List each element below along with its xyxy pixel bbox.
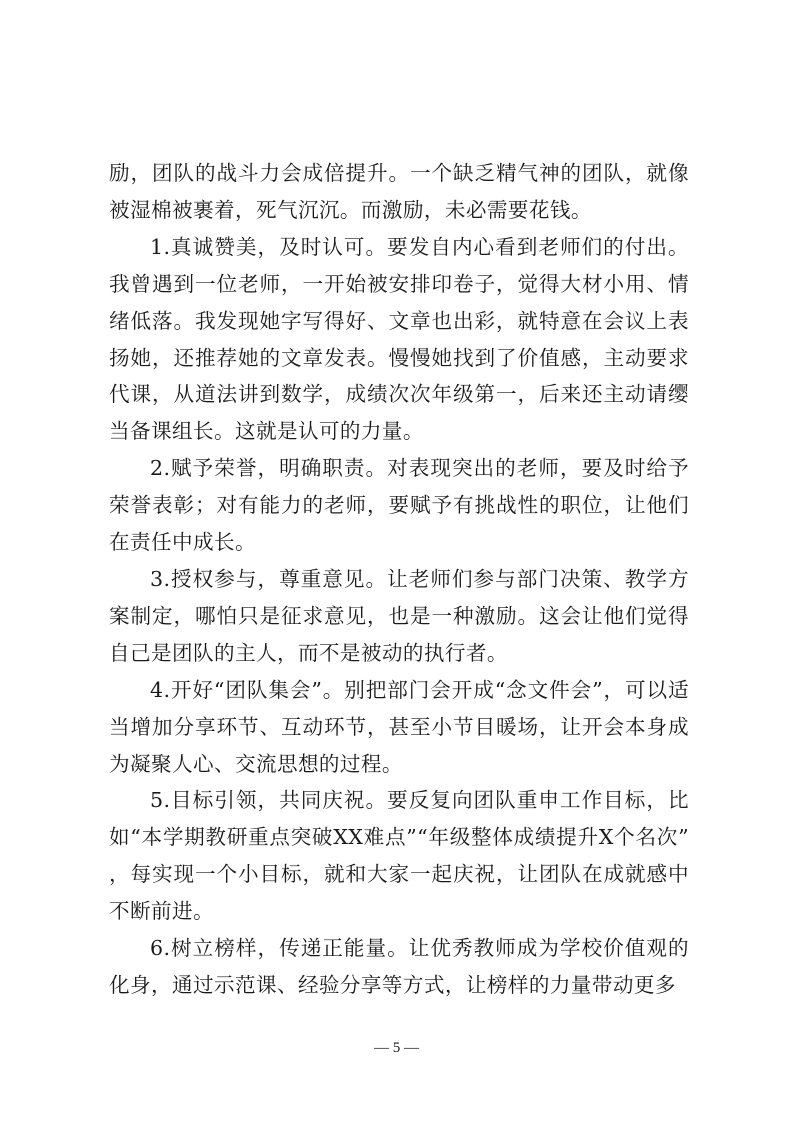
document-body (109, 155, 689, 1004)
paragraph-continuation: 励，团队的战斗力会成倍提升。一个缺乏精气神的团队，就像被湿棉被裹着，死气沉沉。而激励，未必需要花钱。 (109, 161, 689, 222)
paragraph-item-1: 1.真诚赞美，及时认可。要发自内心看到老师们的付出。我曾遇到一位老师，一开始被安排印卷子，觉得大材小用、情绪低落。我发现她字写得好、文章也出彩，就特意在会议上表扬她，还推荐她的文章发表。慢慢她找到了价值感，主动要求代课，从道法讲到数学，成绩次次年级第一，后来还主动请缨当备课组长。这就是认可的力量。 (109, 234, 689, 444)
paragraph-item-6: 6.树立榜样，传递正能量。让优秀教师成为学校价值观的化身，通过示范课、经验分享等方式，让榜样的力量带动更多 (109, 936, 689, 997)
paragraph-item-2: 2.赋予荣誉，明确职责。对表现突出的老师，要及时给予荣誉表彰；对有能力的老师，要赋予有挑战性的职位，让他们在责任中成长。 (109, 456, 689, 555)
paragraph-item-5: 5.目标引领，共同庆祝。要反复向团队重申工作目标，比如“本学期教研重点突破XX难点”“年级整体成绩提升X个名次”，每实现一个小目标，就和大家一起庆祝，让团队在成就感中不断前进。 (109, 788, 689, 924)
paragraph-item-3: 3.授权参与，尊重意见。让老师们参与部门决策、教学方案制定，哪怕只是征求意见，也是一种激励。这会让他们觉得自己是团队的主人，而不是被动的执行者。 (109, 566, 689, 665)
paragraph-item-4: 4.开好“团队集会”。别把部门会开成“念文件会”，可以适当增加分享环节、互动环节，甚至小节目暖场，让开会本身成为凝聚人心、交流思想的过程。 (109, 677, 689, 776)
page-number: — 5 — (374, 1040, 419, 1056)
